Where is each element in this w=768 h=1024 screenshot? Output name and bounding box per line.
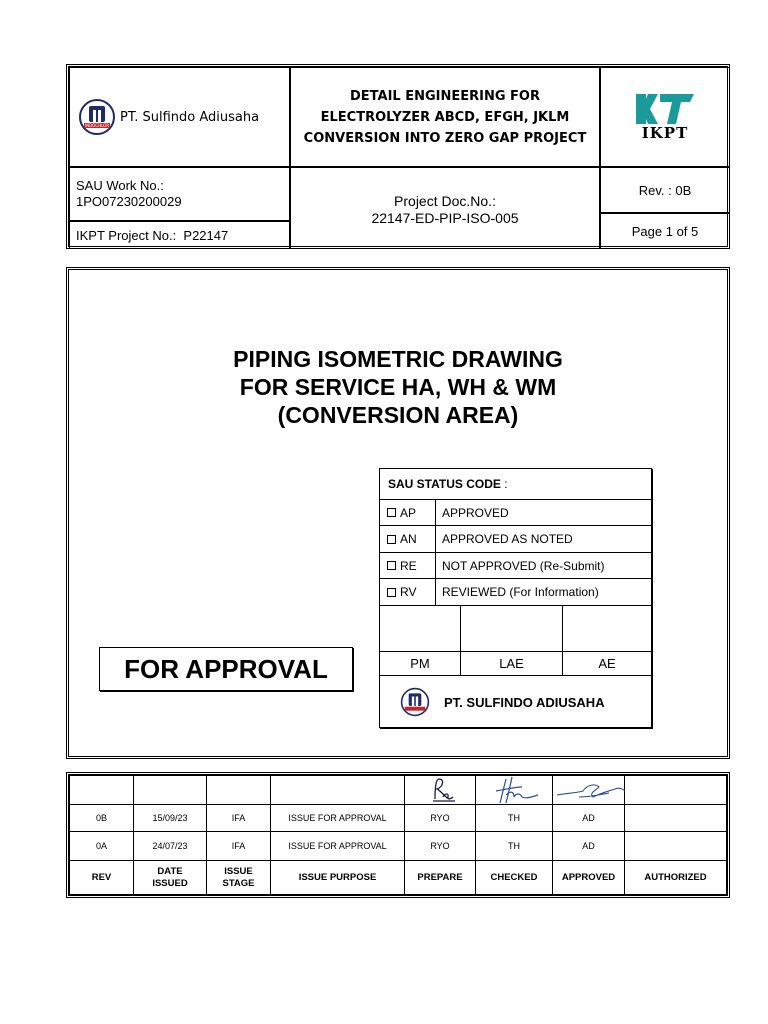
- status-desc-an: APPROVED AS NOTED: [442, 532, 573, 546]
- document-title-line-1: PIPING ISOMETRIC DRAWING: [233, 346, 563, 372]
- project-doc-value: 22147-ED-PIP-ISO-005: [371, 210, 519, 226]
- revision-number: Rev. : 0B: [600, 167, 730, 213]
- signer-labels: [380, 652, 651, 676]
- drawing-cover-frame: [66, 267, 730, 759]
- project-doc-label: Project Doc.No.:: [394, 193, 496, 209]
- status-company-name: PT. SULFINDO ADIUSAHA: [444, 694, 605, 710]
- status-desc-ap: APPROVED: [442, 505, 509, 520]
- company-name: PT. Sulfindo Adiusaha: [120, 109, 260, 125]
- document-title: [69, 345, 727, 429]
- status-row-re: [380, 553, 651, 579]
- status-desc-rv: REVIEWED (For Information): [442, 585, 599, 599]
- project-title-line-3: CONVERSION INTO ZERO GAP PROJECT: [303, 130, 587, 146]
- cell-purpose: ISSUE FOR APPROVAL: [271, 832, 405, 861]
- cell-rev: 0B: [70, 805, 134, 832]
- status-code-ap: AP: [400, 505, 417, 520]
- cell-approved: [553, 805, 625, 832]
- status-heading-label: SAU STATUS CODE: [388, 477, 501, 491]
- table-row: [70, 805, 727, 832]
- signer-lae: LAE: [461, 652, 563, 675]
- cell-purpose: ISSUE FOR APPROVAL: [271, 805, 405, 832]
- cell-checked: [476, 805, 553, 832]
- header-checked: CHECKED: [476, 861, 553, 895]
- indochlor-logo-icon: [400, 687, 430, 717]
- header-date-issued: [134, 861, 207, 895]
- ikpt-logo-icon: [634, 92, 696, 126]
- header-issue-stage-label: ISSUE STAGE: [222, 865, 255, 889]
- cell-rev: 0A: [70, 832, 134, 861]
- sau-work-number: [69, 167, 290, 221]
- status-heading: [380, 469, 651, 500]
- status-code-an: AN: [400, 532, 417, 546]
- signature-box-pm[interactable]: [380, 606, 461, 651]
- checkbox-ap[interactable]: [387, 508, 396, 517]
- prepare-initials: RYO: [430, 813, 450, 823]
- cell-date: 24/07/23: [134, 832, 207, 861]
- header-issue-stage: [207, 861, 271, 895]
- project-title-line-2: ELECTROLYZER ABCD, EFGH, JKLM: [320, 109, 570, 125]
- document-title-line-2: FOR SERVICE HA, WH & WM: [239, 374, 557, 400]
- header-approved: APPROVED: [553, 861, 625, 895]
- signature-boxes: [380, 606, 651, 652]
- cell-date: 15/09/23: [134, 805, 207, 832]
- status-desc-re: NOT APPROVED (Re-Submit): [442, 558, 605, 573]
- status-code-re: RE: [400, 558, 417, 573]
- document-title-line-3: (CONVERSION AREA): [277, 402, 519, 428]
- ikpt-logo-cell: [600, 67, 730, 167]
- ikpt-logo-text: IKPT: [641, 124, 689, 142]
- sau-work-value: 1PO07230200029: [76, 194, 182, 209]
- for-approval-stamp: FOR APPROVAL: [99, 647, 353, 691]
- checked-signature-icon: [476, 773, 552, 807]
- sau-work-label: SAU Work No.:: [76, 178, 164, 193]
- status-row-rv: [380, 579, 651, 606]
- checkbox-re[interactable]: [387, 561, 396, 570]
- checked-initials: TH: [508, 813, 520, 823]
- cell-authorized: [625, 832, 727, 861]
- ikpt-project-text: IKPT Project No.: P22147: [76, 227, 229, 243]
- status-row-ap: [380, 500, 651, 526]
- project-title: [290, 67, 600, 167]
- header-authorized: AUTHORIZED: [625, 861, 727, 895]
- status-company: [380, 676, 651, 728]
- cell-approved: AD: [553, 832, 625, 861]
- header-date-issued-label: DATE ISSUED: [152, 865, 188, 889]
- status-heading-suffix: :: [500, 477, 508, 491]
- cell-prepare: [405, 805, 476, 832]
- signature-box-lae[interactable]: [461, 606, 563, 651]
- cell-authorized: [625, 805, 727, 832]
- table-row: [70, 832, 727, 861]
- title-block-header: [66, 64, 730, 249]
- indochlor-logo-icon: [78, 98, 116, 136]
- revision-table: [66, 772, 730, 898]
- table-header-row: [70, 861, 727, 895]
- cell-stage: IFA: [207, 832, 271, 861]
- project-title-line-1: DETAIL ENGINEERING FOR: [349, 88, 540, 104]
- header-rev: REV: [70, 861, 134, 895]
- status-row-an: [380, 526, 651, 553]
- project-doc-number: [290, 167, 600, 249]
- logo-text: INDOCHLOR: [84, 123, 110, 128]
- signature-box-ae[interactable]: [563, 606, 651, 651]
- sau-status-box: [379, 468, 652, 728]
- prepare-signature-icon: [405, 773, 475, 807]
- cell-checked: TH: [476, 832, 553, 861]
- signer-ae: AE: [598, 656, 616, 671]
- company-cell: [69, 67, 290, 167]
- header-issue-purpose: ISSUE PURPOSE: [271, 861, 405, 895]
- page-number: Page 1 of 5: [600, 213, 730, 249]
- cell-stage: IFA: [207, 805, 271, 832]
- status-code-rv: RV: [400, 585, 417, 599]
- signer-pm: PM: [380, 652, 461, 675]
- checkbox-rv[interactable]: [387, 588, 396, 597]
- approved-initials: AD: [582, 813, 595, 823]
- cell-prepare: RYO: [405, 832, 476, 861]
- approved-signature-icon: [547, 773, 631, 807]
- ikpt-project-number: [69, 221, 290, 249]
- header-prepare: PREPARE: [405, 861, 476, 895]
- checkbox-an[interactable]: [387, 535, 396, 544]
